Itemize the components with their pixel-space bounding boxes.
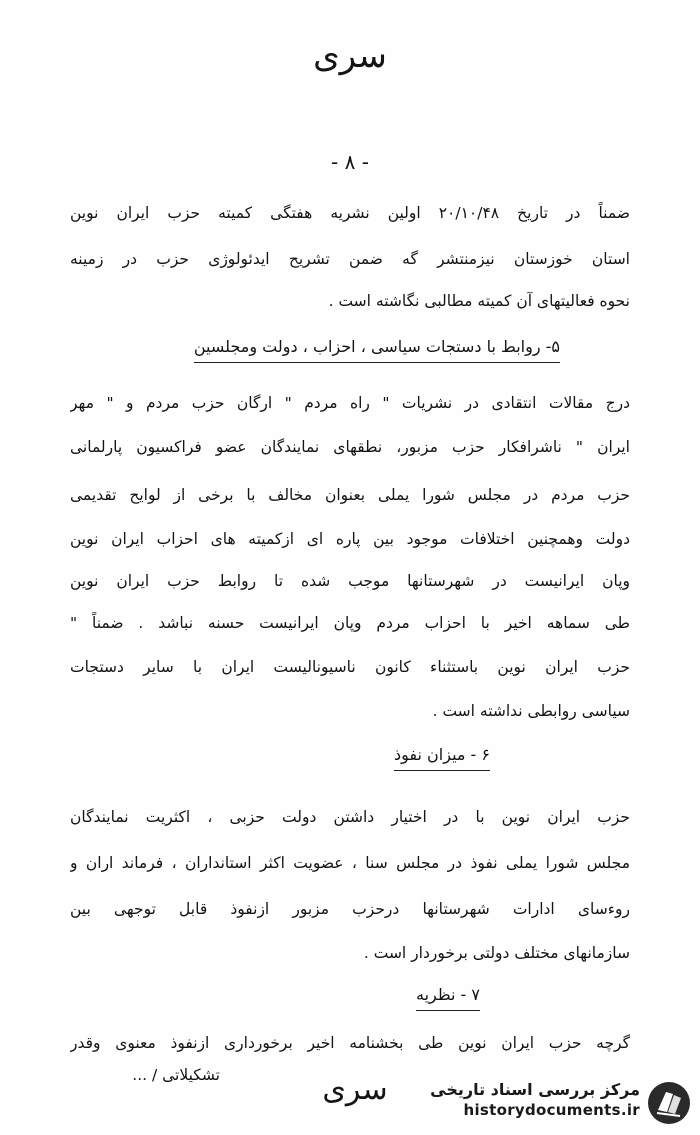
- text-line: تشکیلاتی / ...: [132, 1066, 220, 1084]
- classification-stamp-bottom: سری: [322, 1072, 388, 1107]
- text-line: دولت وهمچنین اختلافات موجود بین پاره ای ازکمیته های احزاب ایران نوین: [70, 530, 630, 548]
- text-line: سازمانهای مختلف دولتی برخوردار است .: [363, 944, 630, 962]
- text-line: مجلس شورا یملی نفوذ در مجلس سنا ، عضویت اکثر استانداران ، فرماند اران و: [70, 854, 630, 872]
- text-line: سیاسی روابطی نداشته است .: [432, 702, 630, 720]
- section-7-heading: ۷ - نظریه: [416, 984, 480, 1011]
- watermark: [392, 1078, 692, 1128]
- text-line: گرچه حزب ایران نوین طی بخشنامه اخیر برخورداری ازنفوذ معنوی وقدر: [70, 1034, 630, 1052]
- text-line: حزب ایران نوین باستثناء کانون ناسیونالیست ایران با سایر دستجات: [70, 658, 630, 676]
- watermark-text: [430, 1080, 640, 1120]
- text-line: استان خوزستان نیزمنتشر گه ضمن تشریح ایدئولوژی حزب در زمینه: [70, 250, 630, 268]
- text-line: ضمناً در تاریخ ۲۰/۱۰/۴۸ اولین نشریه هفتگی کمیته حزب ایران نوین: [70, 204, 630, 222]
- watermark-title: مرکز بررسی اسناد تاریخی: [430, 1080, 640, 1099]
- text-line: حزب ایران نوین با در اختیار داشتن دولت حزبی ، اکثریت نمایندگان: [70, 808, 630, 826]
- text-line: وپان ایرانیست در شهرستانها موجب شده تا روابط حزب ایران نوین: [70, 572, 630, 590]
- archive-logo-icon: [646, 1080, 692, 1126]
- text-line: روءسای ادارات شهرستانها درحزب مزبور ازنفوذ قابل توجهی بین: [70, 900, 630, 918]
- page-number: - ۸ -: [331, 150, 369, 174]
- text-line: درج مقالات انتقادی در نشریات " راه مردم " ارگان حزب مردم و " مهر: [70, 394, 630, 412]
- text-line: ایران " ناشرافکار حزب مزبور، نطقهای نمایندگان عضو فراکسیون پارلمانی: [70, 438, 630, 456]
- section-6-heading: ۶ - میزان نفوذ: [394, 744, 490, 771]
- watermark-site: historydocuments.ir: [463, 1101, 640, 1119]
- text-line: نحوه فعالیتهای آن کمیته مطالبی نگاشته است .: [328, 292, 630, 310]
- text-line: حزب مردم در مجلس شورا یملی بعنوان مخالف با برخی از لوایح تقدیمی: [70, 486, 630, 504]
- section-5-heading: ۵- روابط با دستجات سیاسی ، احزاب ، دولت ومجلسین: [194, 336, 560, 363]
- text-line: طی سماهه اخیر با احزاب مردم وپان ایرانیست حسنه نباشد . ضمناً ": [70, 614, 630, 632]
- classification-stamp-top: سری: [313, 36, 387, 76]
